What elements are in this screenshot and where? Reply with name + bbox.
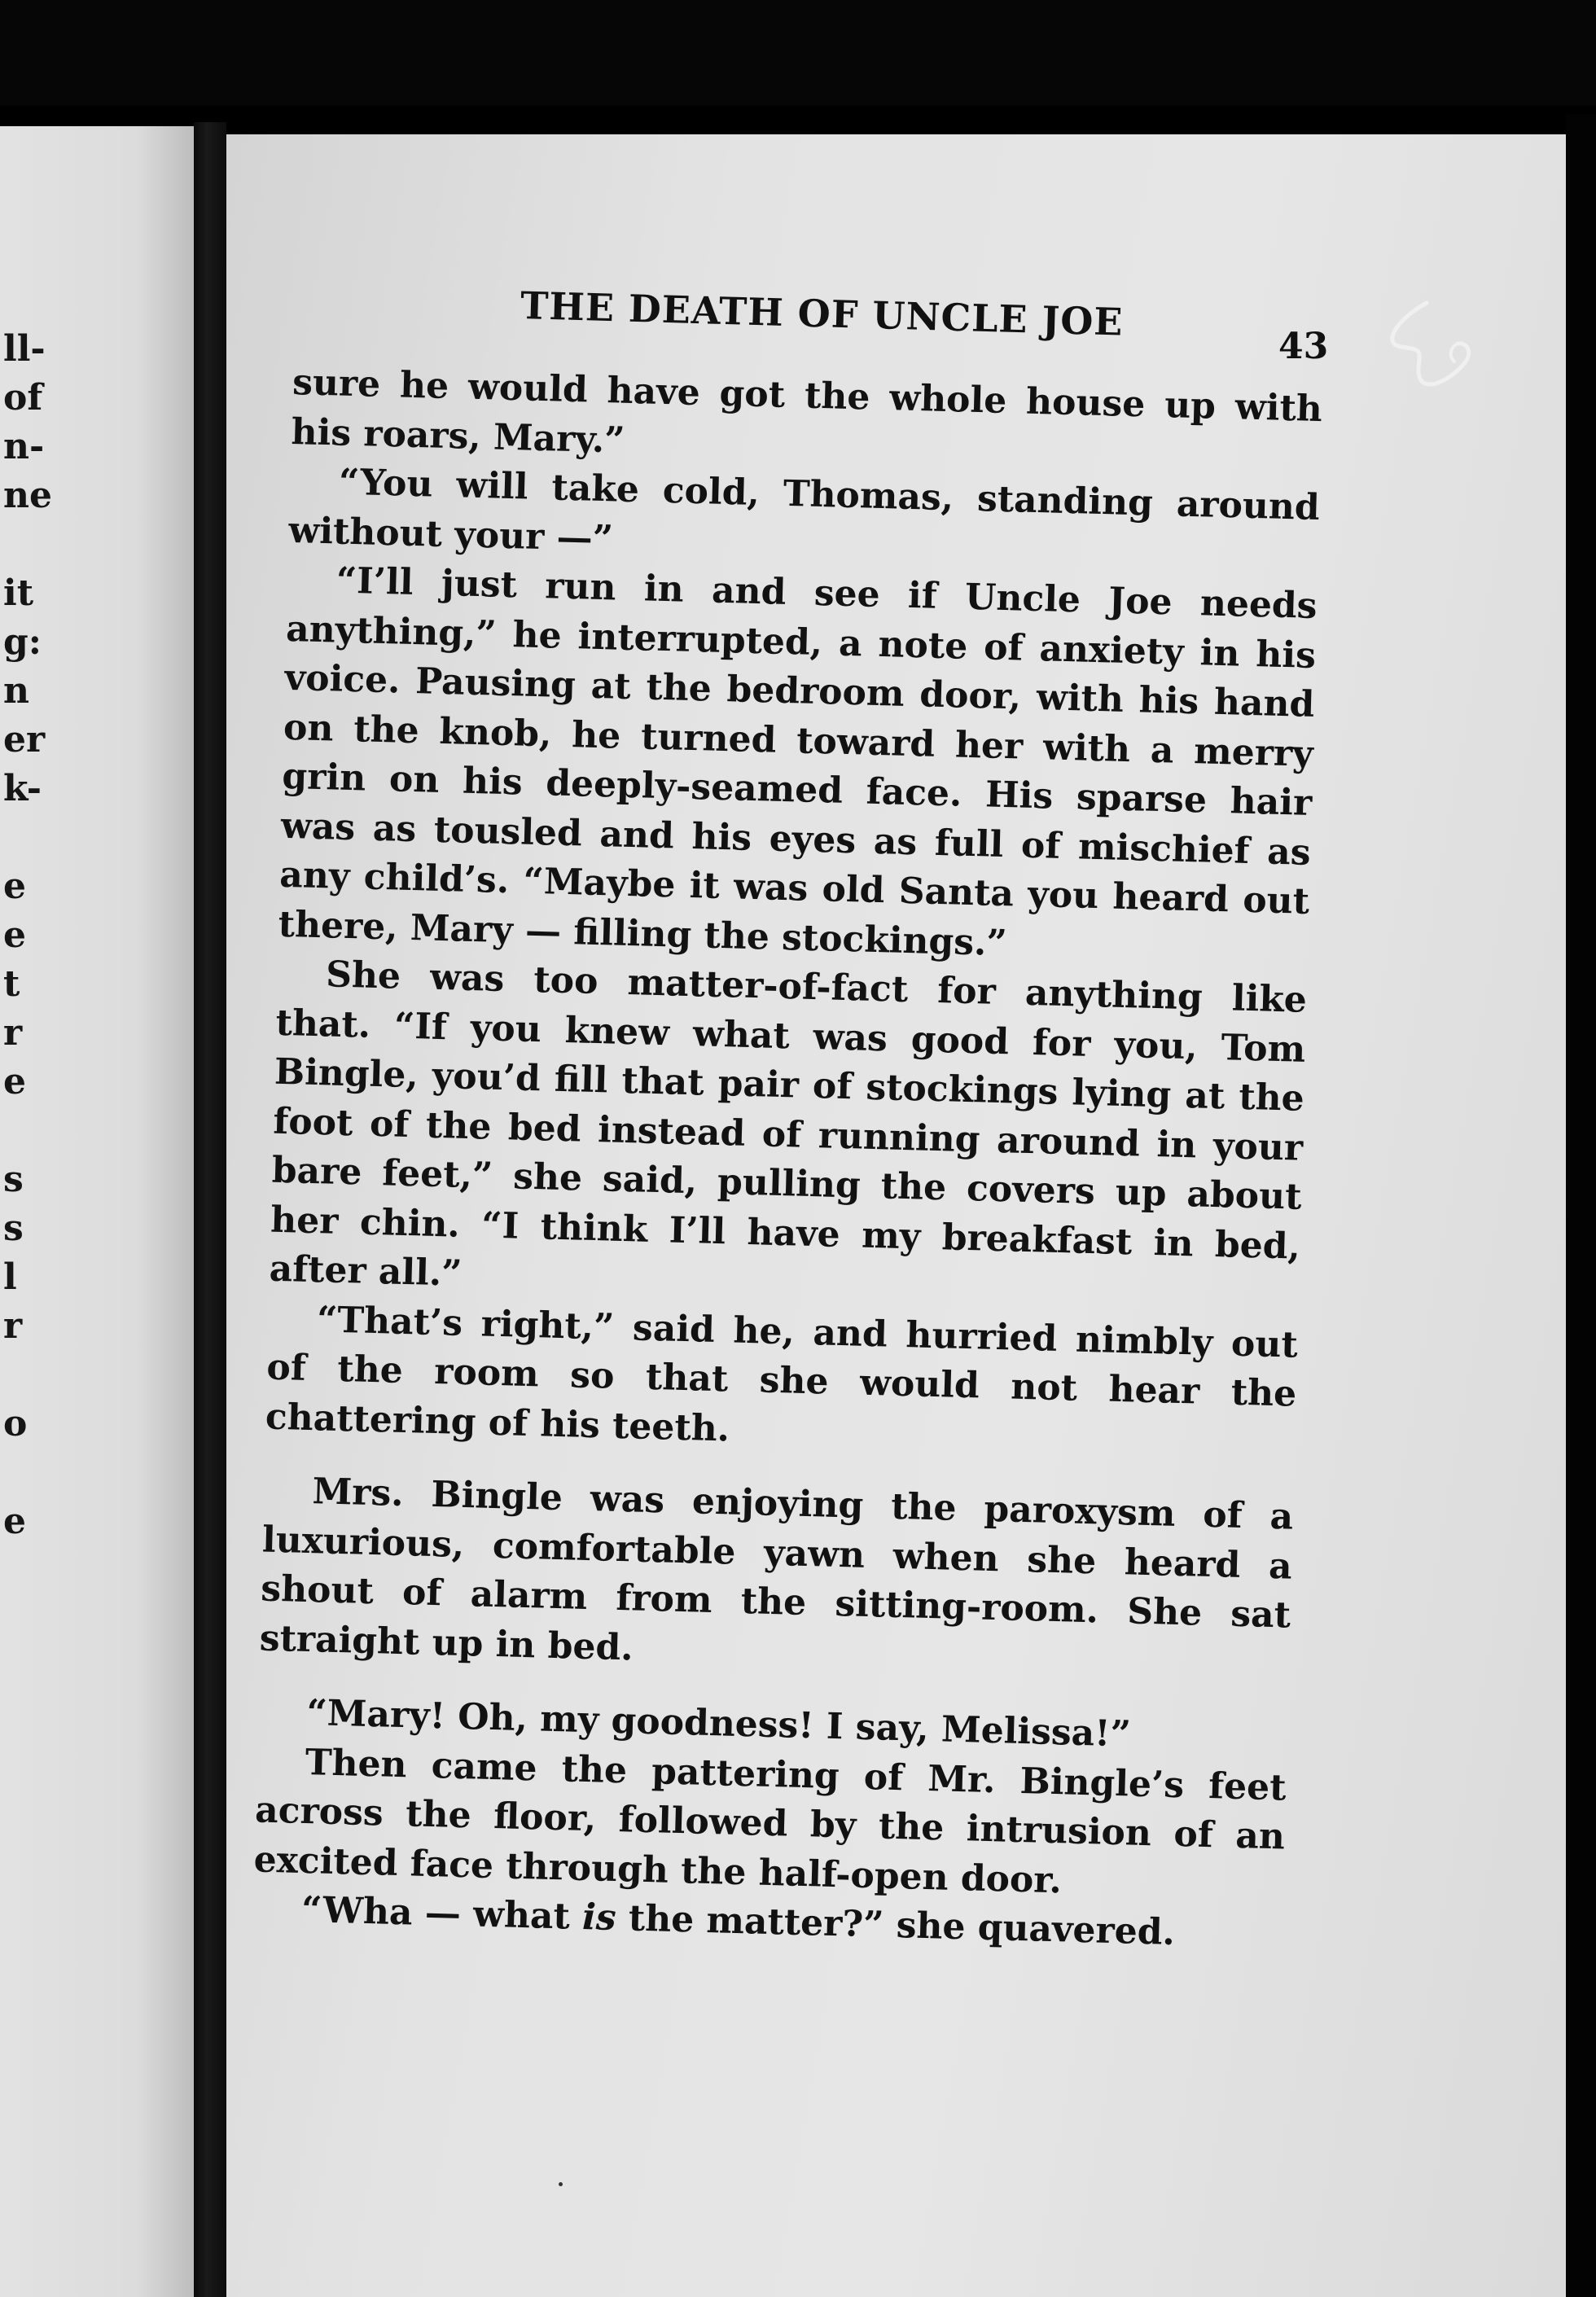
running-head: THE DEATH OF UNCLE JOE <box>520 283 1125 344</box>
paragraph: “You will take cold, Thomas, standing around without your —” <box>287 461 1321 559</box>
left-page-fragment: er <box>3 721 46 760</box>
paper-speck <box>559 2182 563 2186</box>
left-page-fragment: ne <box>3 476 52 515</box>
page-number: 43 <box>1278 326 1329 367</box>
left-page-fragment: of <box>3 379 43 418</box>
left-page-fragment: o <box>3 1405 28 1444</box>
left-page-fragment: k- <box>3 769 42 809</box>
text-run: the matter?” she quavered. <box>615 1897 1176 1953</box>
paragraph: “I’ll just run in and see if Uncle Joe needs anything,” he interrupted, a note of anxiety in his voice. Pausing at the bedroom door, with his hand on the knob, he turned toward her with a merry grin on his deeply-seamed face. His sparse hair was as tousled and his eyes as full of mischief as any child’s. “Maybe it was old Santa you heard out there, Mary — filling the stockings.” <box>278 559 1318 964</box>
paragraph: Then came the pattering of Mr. Bingle’s feet across the floor, followed by the intrusion of an excited face through the half-open door. <box>253 1741 1287 1901</box>
left-page-fragment: s <box>3 1160 24 1199</box>
left-page-fragment: n <box>3 672 29 711</box>
body-text <box>252 358 1322 1961</box>
paragraph: “That’s right,” said he, and hurried nimbly out of the room so that she would not hear the chattering of his teeth. <box>265 1298 1299 1449</box>
left-page-fragment: g: <box>3 623 42 662</box>
book-gutter <box>194 122 226 2297</box>
left-page-fragment: e <box>3 916 26 955</box>
film-border-right <box>1566 114 1596 2297</box>
left-page-fragment: l <box>3 1258 17 1297</box>
left-page-fragment: r <box>3 1014 23 1053</box>
left-page-fragment: t <box>3 965 20 1004</box>
left-page-fragment: e <box>3 867 26 906</box>
film-border-top <box>0 0 1596 106</box>
text-run: “Wha — what <box>300 1888 583 1938</box>
left-page-fragment: it <box>3 574 34 613</box>
left-page-fragment: ll- <box>3 330 46 369</box>
paragraph: She was too matter-of-fact for anything like that. “If you knew what was good for you, Tom Bingle, you’d fill that pair of stockings lying at the foot of the bed instead of running around in your bare feet,” she said, pulling the covers up about her chin. “I think I’ll have my breakfast in bed, after all.” <box>269 953 1308 1295</box>
paragraph: sure he would have got the whole house up with his roars, Mary.” <box>290 361 1323 462</box>
left-page-fragment: n- <box>3 427 45 467</box>
paragraph: Mrs. Bingle was enjoying the paroxysm of a luxurious, comfortable yawn when she heard a shout of alarm from the sitting-room. She sat straight up in bed. <box>259 1471 1294 1668</box>
left-page-edge <box>0 126 194 2297</box>
left-page-fragment: e <box>3 1502 26 1541</box>
pencil-mark-icon <box>1376 293 1490 407</box>
left-page-fragment: e <box>3 1063 26 1102</box>
emphasis: is <box>581 1896 617 1940</box>
paragraph: “Mary! Oh, my goodness! I say, Melissa!” <box>305 1692 1132 1756</box>
left-page-fragment: r <box>3 1307 23 1346</box>
left-page-fragment: s <box>3 1209 24 1248</box>
